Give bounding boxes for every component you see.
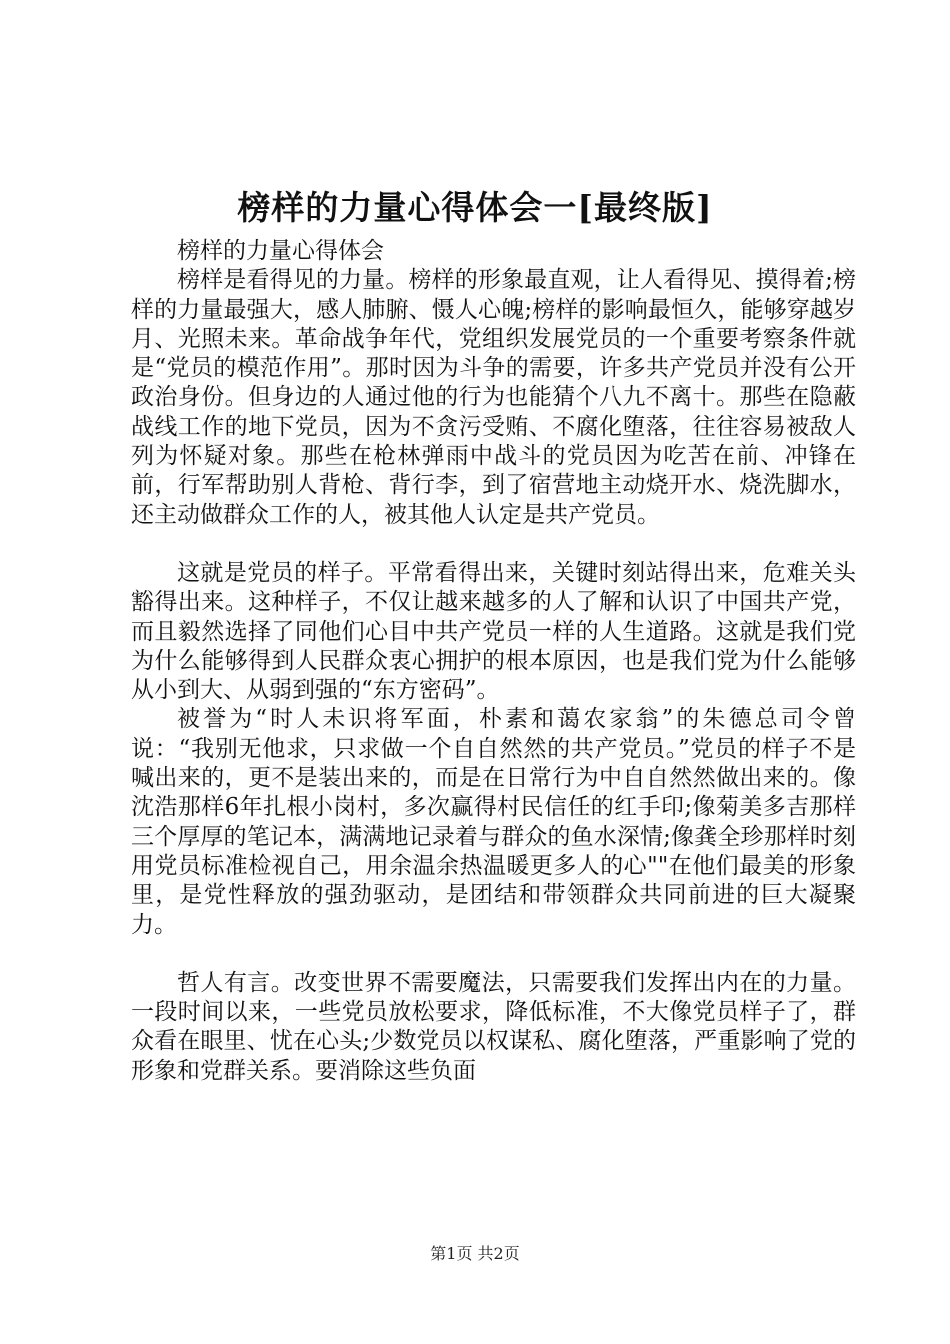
body-paragraph: 榜样是看得见的力量。榜样的形象最直观，让人看得见、摸得着;榜样的力量最强大，感人肺腑、慑人心魄;榜样的影响最恒久，能够穿越岁月、光照未来。革命战争年代，党组织发展党员的一个重要考察条件就是“党员的模范作用”。那时因为斗争的需要，许多共产党员并没有公开政治身份。但身边的人通过他的行为也能猜个八九不离十。那些在隐蔽战线工作的地下党员，因为不贪污受贿、不腐化堕落，往往容易被敌人列为怀疑对象。那些在枪林弹雨中战斗的党员因为吃苦在前、冲锋在前，行军帮助别人背枪、背行李，到了宿营地主动烧开水、烧洗脚水，还主动做群众工作的人，被其他人认定是共产党员。 xyxy=(131,267,856,528)
document-title: 榜样的力量心得体会一[最终版] xyxy=(237,188,713,227)
document-body xyxy=(131,237,856,1086)
subtitle-paragraph: 榜样的力量心得体会 xyxy=(177,238,384,264)
body-paragraph: 哲人有言。改变世界不需要魔法，只需要我们发挥出内在的力量。一段时间以来，一些党员放松要求，降低标准，不大像党员样子了，群众看在眼里、忧在心头;少数党员以权谋私、腐化堕落，严重影响了党的形象和党群关系。要消除这些负面 xyxy=(131,969,856,1084)
body-paragraph: 被誉为“时人未识将军面，朴素和蔼农家翁”的朱德总司令曾说：“我别无他求，只求做一个自自然然的共产党员。”党员的样子不是喊出来的，更不是装出来的，而是在日常行为中自自然然做出来的。像沈浩那样6年扎根小岗村，多次赢得村民信任的红手印;像菊美多吉那样三个厚厚的笔记本，满满地记录着与群众的鱼水深情;像龚全珍那样时刻用党员标准检视自己，用余温余热温暖更多人的心""在他们最美的形象里，是党性释放的强劲驱动，是团结和带领群众共同前进的巨大凝聚力。 xyxy=(131,706,856,938)
page-footer: 第1页 共2页 xyxy=(430,1244,520,1263)
body-paragraph: 这就是党员的样子。平常看得出来，关键时刻站得出来，危难关头豁得出来。这种样子，不仅让越来越多的人了解和认识了中国共产党，而且毅然选择了同他们心目中共产党员一样的人生道路。这就是我们党为什么能够得到人民群众衷心拥护的根本原因，也是我们党为什么能够从小到大、从弱到强的“东方密码”。 xyxy=(131,559,856,704)
